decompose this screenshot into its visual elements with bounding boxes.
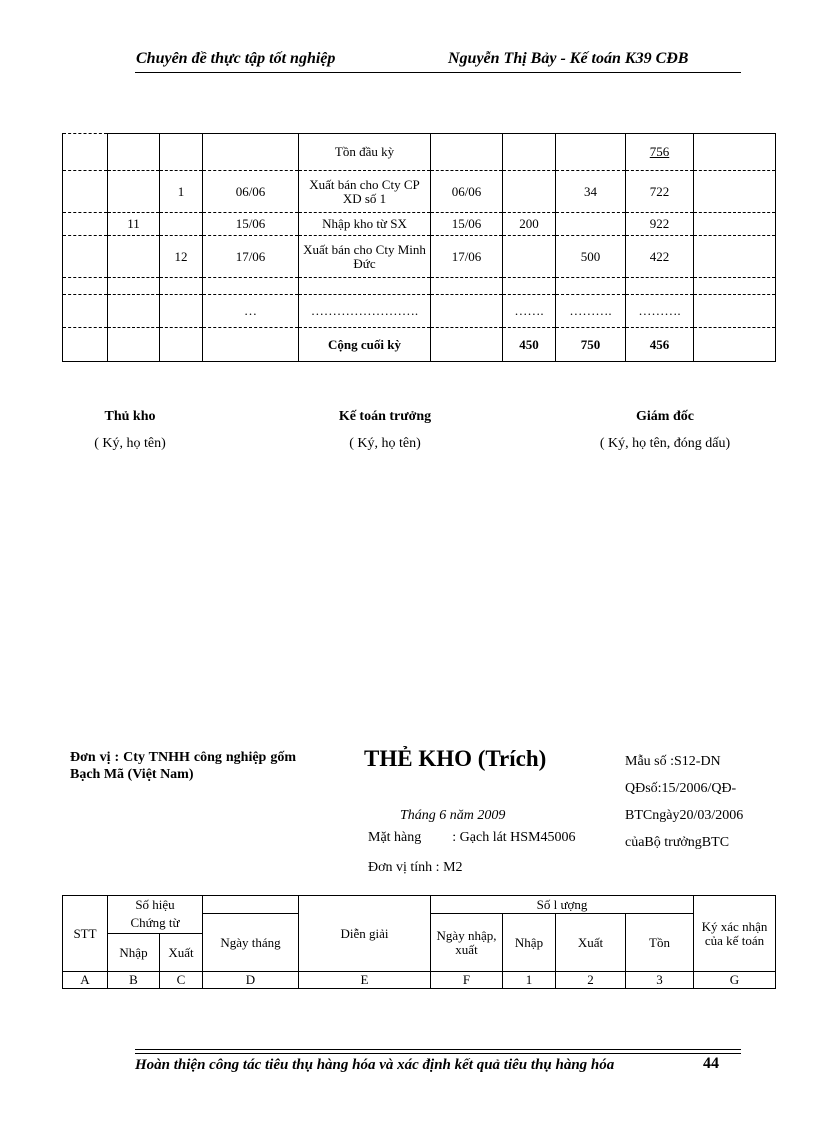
col-stt: STT <box>63 896 108 972</box>
item-label: Mặt hàng <box>368 830 422 845</box>
unit-name: Đơn vị : Cty TNHH công nghiệp gốm Bạch Mã (Việt Nam) <box>70 750 296 782</box>
table-row-total <box>63 328 776 362</box>
table-row: 11 15/06 Nhập kho từ SX 15/06 200 922 <box>63 213 776 236</box>
unit-of-measure: Đơn vị tính : M2 <box>368 860 463 875</box>
col-so-hieu: Số hiệu <box>108 896 203 914</box>
col-ton: Tồn <box>626 914 694 972</box>
col-chung-tu: Chứng từ <box>108 914 203 934</box>
header-rule <box>135 72 741 73</box>
decision-line-2: BTCngày20/03/2006 <box>625 808 744 823</box>
signature-title: Kế toán trưởng <box>338 409 432 424</box>
col-sl-xuat: Xuất <box>556 914 626 972</box>
footer-rule <box>135 1049 741 1050</box>
col-sl-nhap: Nhập <box>503 914 556 972</box>
period: Tháng 6 năm 2009 <box>400 808 506 823</box>
col-so-luong: Số l ượng <box>431 896 694 914</box>
signature-title: Thủ kho <box>104 409 156 424</box>
item-line <box>368 830 576 846</box>
col-chung-tu-xuat: Xuất <box>160 934 203 972</box>
closing-balance-label: Cộng cuối kỳ <box>299 328 431 362</box>
col-ngay-nhap-xuat: Ngày nhập, xuất <box>431 914 503 972</box>
form-number: Mẫu số :S12-DN <box>625 754 721 769</box>
signature-note: ( Ký, họ tên, đóng dấu) <box>599 436 731 451</box>
decision-line-1: QĐsố:15/2006/QĐ- <box>625 781 737 796</box>
header-right: Nguyễn Thị Bảy - Kế toán K39 CĐB <box>448 50 689 67</box>
col-chung-tu-nhap: Nhập <box>108 934 160 972</box>
table-row <box>63 134 776 171</box>
table-row: 12 17/06 Xuất bán cho Cty Minh Đức 17/06 500 422 <box>63 236 776 278</box>
signature-note: ( Ký, họ tên) <box>94 436 166 451</box>
page-title: THẺ KHO (Trích) <box>364 746 547 771</box>
signature-storekeeper <box>70 409 190 452</box>
footer-rule <box>135 1053 741 1054</box>
stock-card-header-table <box>62 895 776 989</box>
table-row: 1 06/06 Xuất bán cho Cty CP XD số 1 06/06 34 722 <box>63 171 776 213</box>
table-row: … ……………………. ……. ………. ………. <box>63 295 776 328</box>
ledger-top-table <box>62 133 776 362</box>
opening-balance-value: 756 <box>649 144 670 159</box>
footer-text: Hoàn thiện công tác tiêu thụ hàng hóa và xác định kết quả tiêu thụ hàng hóa <box>135 1057 615 1073</box>
page-number: 44 <box>703 1055 719 1072</box>
signature-note: ( Ký, họ tên) <box>349 436 421 451</box>
total-out: 750 <box>556 328 626 362</box>
closing-balance-value: 456 <box>626 328 694 362</box>
col-ngay-thang: Ngày tháng <box>203 914 299 972</box>
signature-director <box>575 409 755 452</box>
opening-balance-label: Tồn đầu kỳ <box>299 134 431 171</box>
code-row: A B C D E F 1 2 3 G <box>63 972 776 989</box>
header-left: Chuyên đề thực tập tốt nghiệp <box>136 50 336 67</box>
decision-line-3: củaBộ trưởngBTC <box>625 835 730 850</box>
table-row <box>63 278 776 295</box>
signature-title: Giám đốc <box>636 409 694 424</box>
signature-chief-accountant <box>315 409 455 452</box>
col-dien-giai: Diễn giải <box>299 896 431 972</box>
item-value: : Gạch lát HSM45006 <box>452 830 576 845</box>
form-info <box>625 748 785 856</box>
total-in: 450 <box>503 328 556 362</box>
col-ky-xac-nhan: Ký xác nhận của kế toán <box>694 896 776 972</box>
